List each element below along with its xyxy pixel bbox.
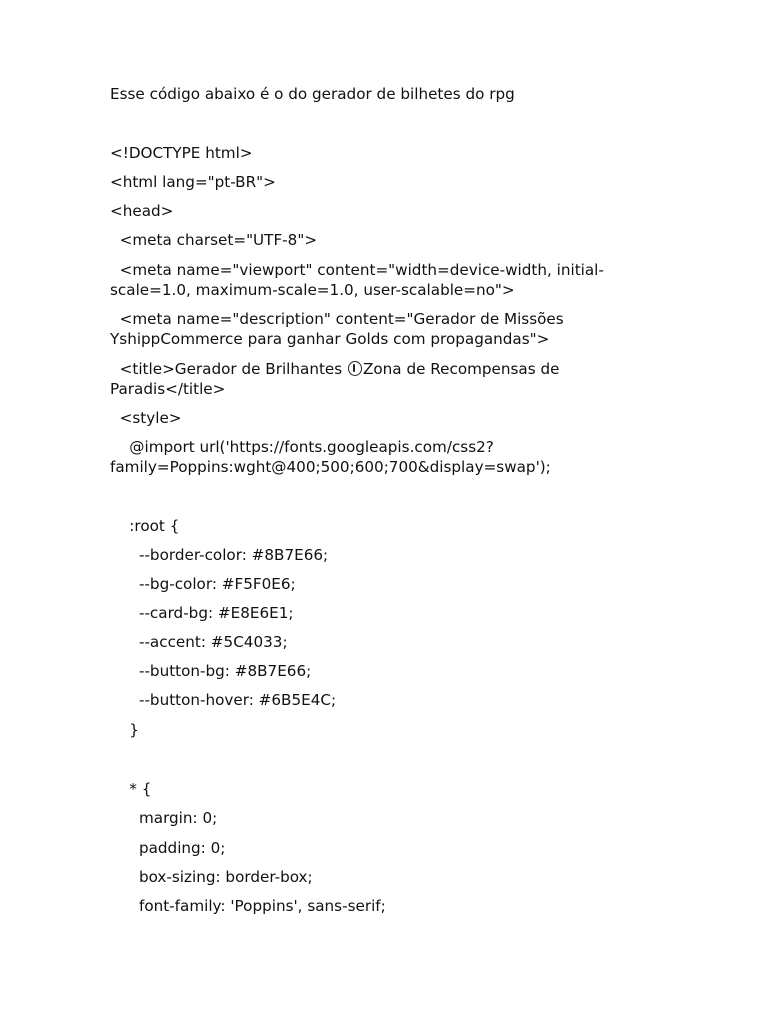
title-text-before: <title>Gerador de Brilhantes bbox=[110, 360, 347, 378]
code-line-font-family: font-family: 'Poppins', sans-serif; bbox=[110, 897, 386, 915]
code-line-meta-viewport-2: scale=1.0, maximum-scale=1.0, user-scalable=no"> bbox=[110, 281, 515, 299]
code-line-var-card: --card-bg: #E8E6E1; bbox=[110, 604, 294, 622]
title-text-after: Zona de Recompensas de bbox=[362, 360, 560, 378]
code-line-var-bg: --bg-color: #F5F0E6; bbox=[110, 575, 296, 593]
code-line-meta-charset: <meta charset="UTF-8"> bbox=[110, 231, 318, 249]
replacement-character-icon bbox=[348, 361, 362, 376]
code-line-title-2: Paradis</title> bbox=[110, 380, 226, 398]
code-line-meta-description-1: <meta name="description" content="Gerador de Missões bbox=[110, 310, 564, 328]
code-line-root-close: } bbox=[110, 721, 139, 739]
code-line-var-button-bg: --button-bg: #8B7E66; bbox=[110, 662, 312, 680]
code-line-padding: padding: 0; bbox=[110, 839, 226, 857]
code-line-html-open: <html lang="pt-BR"> bbox=[110, 173, 276, 191]
code-line-var-button-hover: --button-hover: #6B5E4C; bbox=[110, 691, 337, 709]
code-line-meta-description-2: YshippCommerce para ganhar Golds com propagandas"> bbox=[110, 330, 550, 348]
code-line-box-sizing: box-sizing: border-box; bbox=[110, 868, 313, 886]
code-line-var-accent: --accent: #5C4033; bbox=[110, 633, 288, 651]
code-line-title-1 bbox=[110, 359, 559, 379]
code-line-style-open: <style> bbox=[110, 409, 182, 427]
code-line-import-2: family=Poppins:wght@400;500;600;700&display=swap'); bbox=[110, 458, 551, 476]
code-line-var-border: --border-color: #8B7E66; bbox=[110, 546, 329, 564]
code-line-star-open: * { bbox=[110, 780, 152, 798]
code-line-import-1: @import url('https://fonts.googleapis.com/css2? bbox=[110, 438, 494, 456]
code-line-head-open: <head> bbox=[110, 202, 174, 220]
intro-text: Esse código abaixo é o do gerador de bilhetes do rpg bbox=[110, 85, 515, 103]
code-line-doctype: <!DOCTYPE html> bbox=[110, 144, 253, 162]
code-line-meta-viewport-1: <meta name="viewport" content="width=device-width, initial- bbox=[110, 261, 604, 279]
code-line-root-open: :root { bbox=[110, 517, 180, 535]
code-line-margin: margin: 0; bbox=[110, 809, 218, 827]
